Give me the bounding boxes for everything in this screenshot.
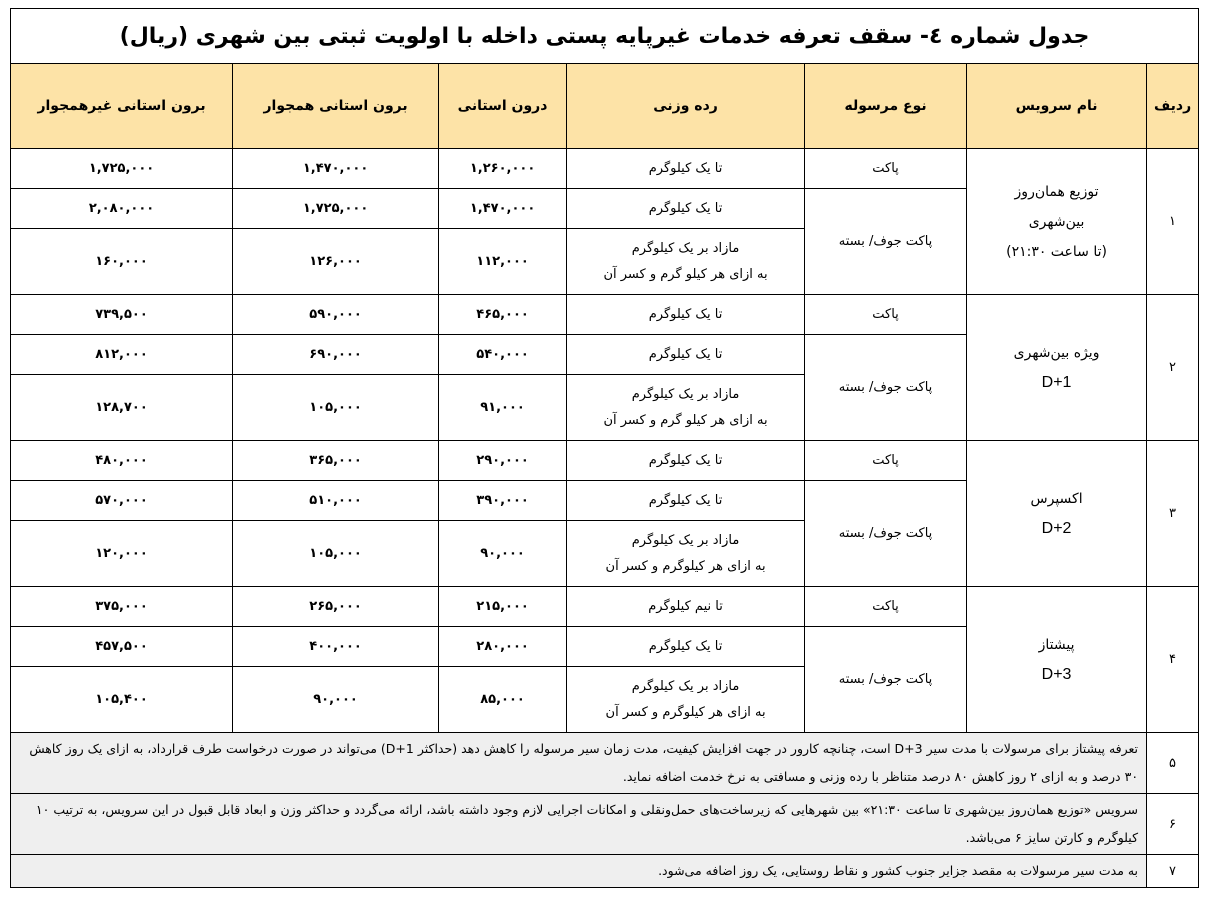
weight-line: به ازای هر کیلو گرم و کسر آن: [603, 266, 768, 282]
note-number: ۶: [1147, 794, 1199, 855]
price-intra: ۴۶۵,۰۰۰: [439, 295, 567, 335]
header-weight: رده وزنی: [567, 64, 805, 149]
price-intra: ۹۰,۰۰۰: [439, 521, 567, 587]
groups-body: [11, 149, 1199, 733]
table-title: جدول شماره ٤- سقف تعرفه خدمات غیرپایه پستی داخله با اولویت ثبتی بین شهری (ریال): [11, 9, 1199, 64]
service-name-line: بین‌شهری: [1028, 213, 1085, 230]
price-intra: ۹۱,۰۰۰: [439, 375, 567, 441]
row-number: ۳: [1147, 441, 1199, 587]
service-name: [967, 149, 1147, 295]
note-row: [11, 855, 1199, 888]
parcel-type: پاکت: [805, 295, 967, 335]
header-row-no: ردیف: [1147, 64, 1199, 149]
note-row: [11, 733, 1199, 794]
parcel-type: پاکت جوف/ بسته: [805, 189, 967, 295]
price-intra: ۲۱۵,۰۰۰: [439, 587, 567, 627]
tariff-table: [10, 8, 1199, 888]
parcel-type: پاکت: [805, 149, 967, 189]
weight-class: [567, 229, 805, 295]
parcel-type: پاکت جوف/ بسته: [805, 627, 967, 733]
table-row: [11, 295, 1199, 335]
price-intra: ۵۴۰,۰۰۰: [439, 335, 567, 375]
header-type: نوع مرسوله: [805, 64, 967, 149]
weight-class: [567, 335, 805, 375]
price-non-adjacent: ۷۳۹,۵۰۰: [11, 295, 233, 335]
price-adjacent: ۶۹۰,۰۰۰: [233, 335, 439, 375]
table-row: [11, 441, 1199, 481]
weight-line: به ازای هر کیلوگرم و کسر آن: [605, 704, 766, 720]
weight-line: مازاد بر یک کیلوگرم: [631, 678, 740, 694]
header-non-adjacent: برون استانی غیرهمجوار: [11, 64, 233, 149]
service-name-line: D+1: [1041, 373, 1072, 391]
table-row: [11, 587, 1199, 627]
weight-class: [567, 521, 805, 587]
parcel-type: پاکت جوف/ بسته: [805, 481, 967, 587]
weight-class: [567, 587, 805, 627]
service-name-line: (تا ساعت ۲۱:۳۰): [1006, 243, 1107, 260]
weight-line: مازاد بر یک کیلوگرم: [631, 240, 740, 256]
weight-class: [567, 441, 805, 481]
price-intra: ۸۵,۰۰۰: [439, 667, 567, 733]
service-name: [967, 587, 1147, 733]
price-adjacent: ۲۶۵,۰۰۰: [233, 587, 439, 627]
price-non-adjacent: ۱۰۵,۴۰۰: [11, 667, 233, 733]
price-intra: ۱,۴۷۰,۰۰۰: [439, 189, 567, 229]
parcel-type: پاکت: [805, 587, 967, 627]
weight-class: [567, 295, 805, 335]
price-adjacent: ۱,۴۷۰,۰۰۰: [233, 149, 439, 189]
table-row: [11, 149, 1199, 189]
price-non-adjacent: ۴۵۷,۵۰۰: [11, 627, 233, 667]
weight-line: تا یک کیلوگرم: [648, 493, 723, 508]
header-intra: درون استانی: [439, 64, 567, 149]
price-intra: ۲۹۰,۰۰۰: [439, 441, 567, 481]
service-name-line: پیشتاز: [1038, 636, 1075, 653]
price-non-adjacent: ۴۸۰,۰۰۰: [11, 441, 233, 481]
weight-line: به ازای هر کیلوگرم و کسر آن: [605, 558, 766, 574]
row-number: ۴: [1147, 587, 1199, 733]
note-number: ۵: [1147, 733, 1199, 794]
price-intra: ۱۱۲,۰۰۰: [439, 229, 567, 295]
price-non-adjacent: ۱۲۰,۰۰۰: [11, 521, 233, 587]
price-adjacent: ۳۶۵,۰۰۰: [233, 441, 439, 481]
tariff-table-wrapper: [10, 8, 1198, 888]
weight-class: [567, 149, 805, 189]
price-intra: ۲۸۰,۰۰۰: [439, 627, 567, 667]
parcel-type: پاکت جوف/ بسته: [805, 335, 967, 441]
service-name: [967, 441, 1147, 587]
price-adjacent: ۵۹۰,۰۰۰: [233, 295, 439, 335]
service-name-line: ویژه بین‌شهری: [1013, 344, 1100, 361]
price-non-adjacent: ۱۶۰,۰۰۰: [11, 229, 233, 295]
note-row: [11, 794, 1199, 855]
parcel-type: پاکت: [805, 441, 967, 481]
service-name-line: توزیع همان‌روز: [1014, 183, 1099, 200]
price-adjacent: ۹۰,۰۰۰: [233, 667, 439, 733]
row-number: ۲: [1147, 295, 1199, 441]
price-adjacent: ۱,۷۲۵,۰۰۰: [233, 189, 439, 229]
weight-line: تا نیم کیلوگرم: [648, 599, 723, 614]
note-text: سرویس «توزیع همان‌روز بین‌شهری تا ساعت ۲۱:۳۰» بین شهرهایی که زیرساخت‌های حمل‌ونقلی و امکانات اجرایی لازم وجود داشته باشد، ارائه می‌گردد و حداکثر وزن و ابعاد قابل قبول در این سرویس، به ترتیب ۱۰ کیلوگرم و کارتن سایز ۶ می‌باشد.: [11, 794, 1147, 855]
price-non-adjacent: ۳۷۵,۰۰۰: [11, 587, 233, 627]
weight-line: تا یک کیلوگرم: [648, 639, 723, 654]
price-adjacent: ۱۰۵,۰۰۰: [233, 375, 439, 441]
price-non-adjacent: ۱۲۸,۷۰۰: [11, 375, 233, 441]
weight-class: [567, 481, 805, 521]
price-adjacent: ۱۰۵,۰۰۰: [233, 521, 439, 587]
price-non-adjacent: ۱,۷۲۵,۰۰۰: [11, 149, 233, 189]
price-adjacent: ۱۲۶,۰۰۰: [233, 229, 439, 295]
price-adjacent: ۴۰۰,۰۰۰: [233, 627, 439, 667]
weight-class: [567, 667, 805, 733]
weight-line: تا یک کیلوگرم: [648, 453, 723, 468]
row-number: ۱: [1147, 149, 1199, 295]
price-non-adjacent: ۲,۰۸۰,۰۰۰: [11, 189, 233, 229]
price-non-adjacent: ۸۱۲,۰۰۰: [11, 335, 233, 375]
service-name-line: D+2: [1041, 519, 1072, 537]
note-text: به مدت سیر مرسولات به مقصد جزایر جنوب کشور و نقاط روستایی، یک روز اضافه می‌شود.: [11, 855, 1147, 888]
weight-line: تا یک کیلوگرم: [648, 201, 723, 216]
weight-line: مازاد بر یک کیلوگرم: [631, 386, 740, 402]
service-name: [967, 295, 1147, 441]
price-intra: ۳۹۰,۰۰۰: [439, 481, 567, 521]
header-service: نام سرویس: [967, 64, 1147, 149]
weight-line: مازاد بر یک کیلوگرم: [631, 532, 740, 548]
price-adjacent: ۵۱۰,۰۰۰: [233, 481, 439, 521]
weight-line: تا یک کیلوگرم: [648, 161, 723, 176]
weight-class: [567, 627, 805, 667]
note-number: ۷: [1147, 855, 1199, 888]
weight-class: [567, 375, 805, 441]
weight-line: تا یک کیلوگرم: [648, 347, 723, 362]
price-non-adjacent: ۵۷۰,۰۰۰: [11, 481, 233, 521]
weight-line: به ازای هر کیلو گرم و کسر آن: [603, 412, 768, 428]
note-text: تعرفه پیشتاز برای مرسولات با مدت سیر D+3 است، چنانچه کارور در جهت افزایش کیفیت، مدت زمان سیر مرسوله را کاهش دهد (حداکثر D+1) می‌تواند در صورت درخواست طرف قرارداد، به ازای یک روز کاهش ۳۰ درصد و به ازای ۲ روز کاهش ۸۰ درصد متناظر با رده وزنی و مسافتی به نرخ خدمت اضافه نماید.: [11, 733, 1147, 794]
service-name-line: D+3: [1041, 665, 1072, 683]
weight-line: تا یک کیلوگرم: [648, 307, 723, 322]
price-intra: ۱,۲۶۰,۰۰۰: [439, 149, 567, 189]
service-name-line: اکسپرس: [1030, 490, 1083, 507]
weight-class: [567, 189, 805, 229]
header-adjacent: برون استانی همجوار: [233, 64, 439, 149]
notes-body: [11, 733, 1199, 888]
